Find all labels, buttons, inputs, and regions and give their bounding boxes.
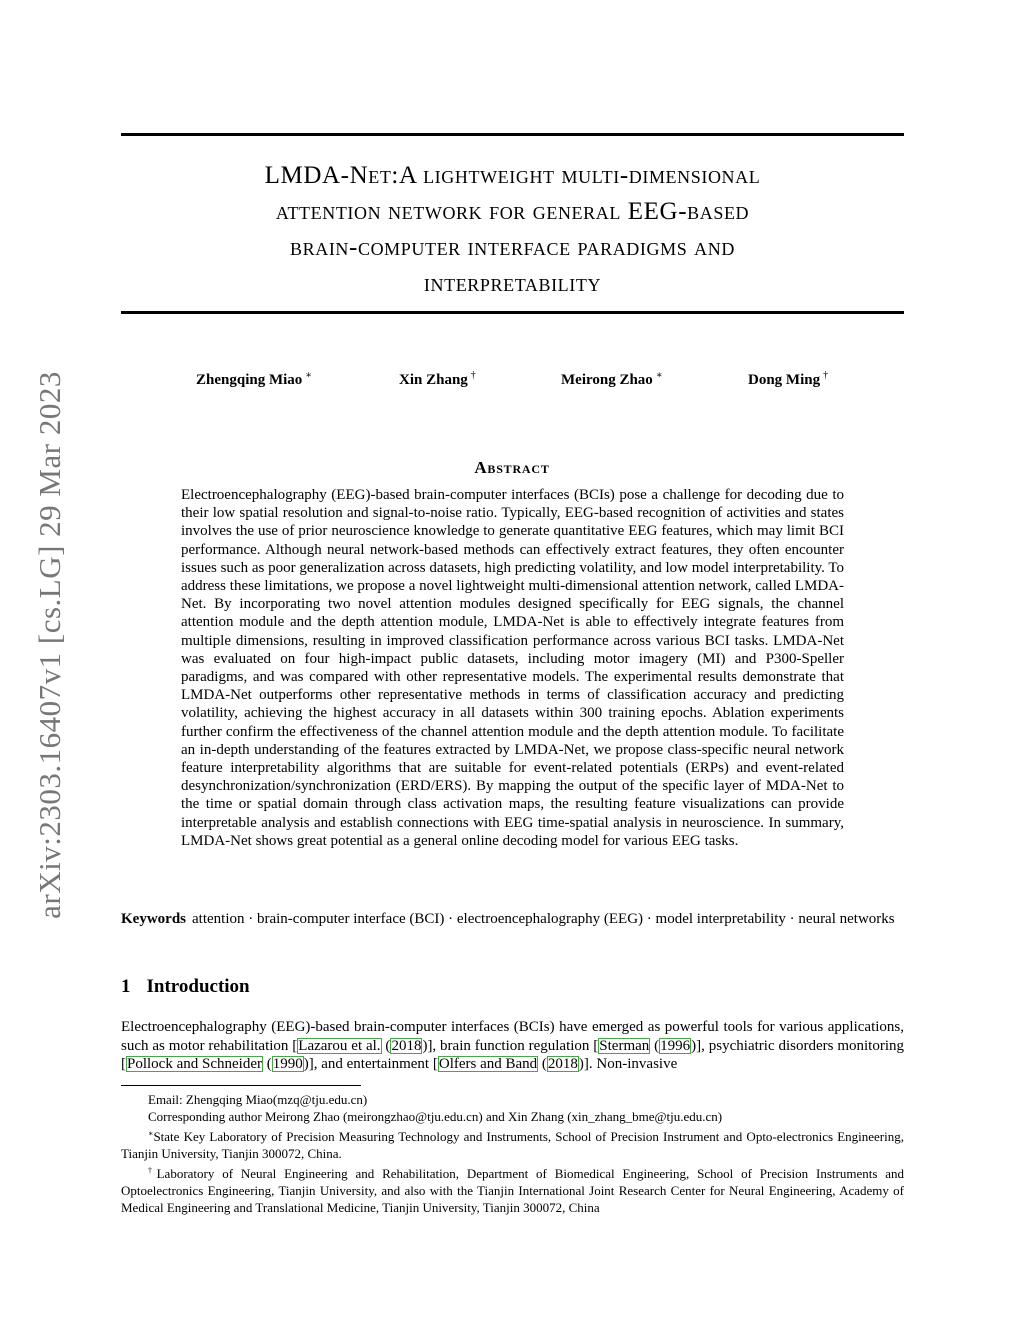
intro-text: ], and entertainment [ [308, 1056, 438, 1072]
author-name: Dong Ming [748, 372, 821, 388]
abstract-heading: Abstract [474, 458, 550, 477]
citation-year-link[interactable]: 1996 [660, 1037, 691, 1054]
paper-title [121, 158, 904, 302]
footnote-affiliation-2 [121, 1162, 904, 1216]
section-title: Introduction [146, 976, 250, 997]
footnote-corresponding: Corresponding author Meirong Zhao (meirongzhao@tju.edu.cn) and Xin Zhang (xin_zhang_bme@tju.edu.cn) [148, 1109, 723, 1124]
author [561, 370, 663, 389]
footnotes [121, 1091, 904, 1216]
author-mark: ∗ [305, 370, 313, 381]
footnote-mark: † [148, 1166, 157, 1175]
citation-year-link[interactable]: 1990 [272, 1056, 303, 1072]
intro-text: ], psychiatric disorders monitoring [ [121, 1037, 904, 1072]
title-top-rule [121, 133, 904, 136]
citation-link[interactable]: Lazarou et al. [298, 1037, 381, 1054]
author [196, 370, 312, 389]
keywords [121, 910, 904, 929]
title-bottom-rule [121, 311, 904, 314]
intro-text: ], brain function regulation [ [427, 1037, 599, 1054]
author [399, 370, 476, 389]
author-name: Meirong Zhao [561, 372, 653, 388]
title-line: LMDA-Net:A lightweight multi-dimensional [264, 162, 761, 189]
intro-text: Electroencephalography (EEG)-based brain-computer interfaces (BCIs) have emerged as powerful tools for various applications, such as motor rehabilitation [ [121, 1019, 904, 1054]
citation-link[interactable]: Sterman [599, 1037, 650, 1054]
footnote-affiliation-text: Laboratory of Neural Engineering and Rehabilitation, Department of Biomedical Engineering, School of Precision Instruments and Optoelectronics Engineering, Tianjin University, and also with the Tianjin International Joint Research Center for Neural Engineering, Academy of Medical Engineering and Translational Medicine, Tianjin University, Tianjin 300072, China [121, 1166, 904, 1215]
footnote-affiliation-1 [121, 1125, 904, 1162]
author-name: Xin Zhang [399, 372, 468, 388]
keywords-text: attention · brain-computer interface (BCI) · electroencephalography (EEG) · model interpretability · neural networks [192, 911, 895, 927]
title-line: interpretability [423, 270, 602, 297]
title-line: attention network for general EEG-based [275, 198, 750, 225]
section-heading [121, 976, 250, 998]
intro-text: ]. Non-invasive [583, 1056, 678, 1072]
citation-year-link[interactable]: 2018 [391, 1037, 422, 1054]
citation-year-link[interactable]: 2018 [547, 1056, 578, 1072]
author-name: Zhengqing Miao [196, 372, 303, 388]
footnote-email: Email: Zhengqing Miao(mzq@tju.edu.cn) [148, 1092, 368, 1107]
intro-paragraph: Electroencephalography (EEG)-based brain-computer interfaces (BCIs) have emerged as powerful tools for various applications, such as motor rehabilitation [Lazarou et al. (2018)], brain function regulation [Sterman (1996)], psychiatric disorders monitoring [Pollock and Schneider (1990)], and entertainment [Olfers and Band (2018)]. Non-invasive [121, 1019, 904, 1072]
author-mark: † [470, 370, 476, 381]
abstract-body: Electroencephalography (EEG)-based brain-computer interfaces (BCIs) pose a challenge for decoding due to their low spatial resolution and signal-to-noise ratio. Typically, EEG-based recognition of activities and states involves the use of prior neuroscience knowledge to generate quantitative EEG features, which may limit BCI performance. Although neural network-based methods can effectively extract features, they often encounter issues such as poor generalization across datasets, high predicting volatility, and low model interpretability. To address these limitations, we propose a novel lightweight multi-dimensional attention network, called LMDA-Net. By incorporating two novel attention modules designed specifically for EEG signals, the channel attention module and the depth attention module, LMDA-Net is able to effectively integrate features from multiple dimensions, resulting in improved classification performance across various BCI tasks. LMDA-Net was evaluated on four high-impact public datasets, including motor imagery (MI) and P300-Speller paradigms, and was compared with other representative models. The experimental results demonstrate that LMDA-Net outperforms other representative methods in terms of classification accuracy and predicting volatility, achieving the highest accuracy in all datasets within 300 training epochs. Ablation experiments further confirm the effectiveness of the channel attention module and the depth attention module. To facilitate an in-depth understanding of the features extracted by LMDA-Net, we propose class-specific neural network feature interpretability algorithms that are suitable for event-related potentials (ERPs) and event-related desynchronization/synchronization (ERD/ERS). By mapping the output of the specific layer of MDA-Net to the time or spatial domain through class activation maps, the resulting feature visualizations can provide interpretable analysis and establish connections with EEG time-spatial analysis in neuroscience. In summary, LMDA-Net shows great potential as a general online decoding model for various EEG tasks. [181, 487, 844, 849]
footnote-affiliation-text: State Key Laboratory of Precision Measuring Technology and Instruments, School of Precision Instrument and Opto-electronics Engineering, Tianjin University, Tianjin 300072, China. [121, 1129, 904, 1161]
footnote-mark: ∗ [148, 1129, 154, 1138]
citation-link[interactable]: Olfers and Band [438, 1056, 538, 1072]
citation-link[interactable]: Pollock and Schneider [127, 1056, 262, 1072]
section-number: 1 [121, 976, 131, 997]
author [748, 370, 828, 389]
keywords-label: Keywords [121, 911, 186, 927]
arxiv-identifier-text: arXiv:2303.16407v1 [cs.LG] 29 Mar 2023 [32, 371, 67, 919]
footnote-rule [121, 1085, 361, 1086]
author-mark: ∗ [655, 370, 663, 381]
author-mark: † [823, 370, 829, 381]
arxiv-identifier [30, 350, 70, 940]
title-line: brain-computer interface paradigms and [290, 234, 735, 261]
